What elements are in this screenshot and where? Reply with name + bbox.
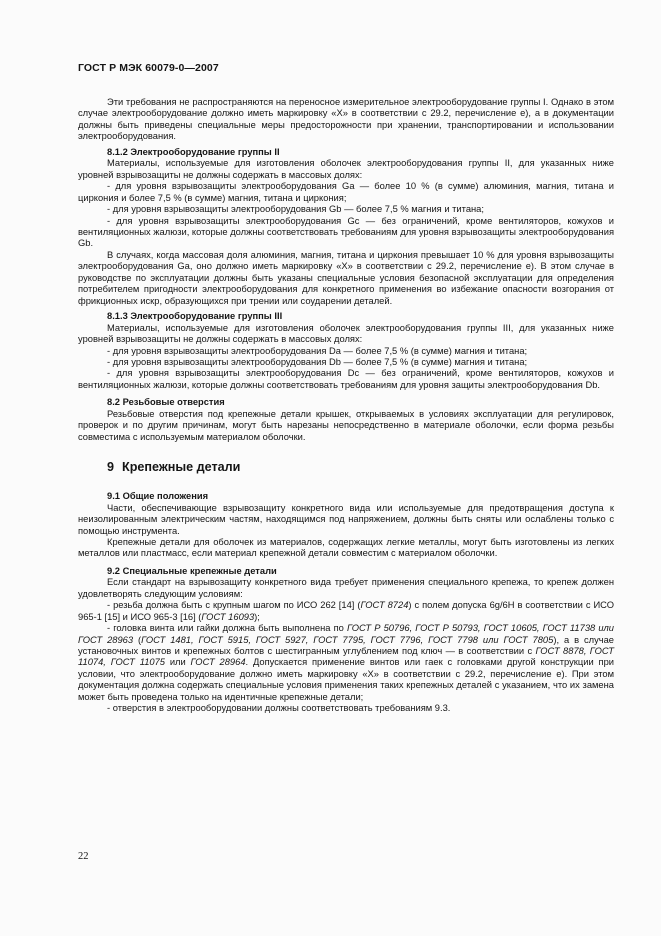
text-run: ) с полем допуска 6g/6H в соответствии с ИСО 965-1 [15] и ИСО 965-3 [16] ( [78, 600, 614, 622]
document-body [78, 97, 614, 715]
list-item: - для уровня взрывозащиты электрооборудования Gb — более 7,5 % магния и титана; [107, 204, 484, 215]
standard-reference: ГОСТ 28964 [190, 657, 246, 668]
paragraph: Эти требования не распространяются на переносное измерительное электрооборудование группы I. Однако в этом случае электрооборудование должно иметь маркировку «X» в соответствии с 29.2, перечисление е), а в документации должны быть приведены специальные меры предосторожности при хранении, транспортировании и использовании электрооборудования. [78, 97, 614, 142]
section-heading: 8.2 Резьбовые отверстия [107, 397, 225, 408]
text-run: ); [254, 611, 260, 622]
document-header: ГОСТ Р МЭК 60079-0—2007 [78, 62, 219, 74]
list-item [78, 623, 614, 703]
list-item: - для уровня взрывозащиты электрооборудования Da — более 7,5 % (в сумме) магния и титана; [107, 345, 528, 356]
text-run: или [165, 657, 191, 668]
paragraph: Крепежные детали для оболочек из материалов, содержащих легкие металлы, могут быть изготовлены из легких металлов или пластмасс, если материал крепежной детали совместим с материалом оболочки. [78, 536, 614, 559]
section-heading: 9.2 Специальные крепежные детали [107, 565, 277, 576]
section-heading: 8.1.3 Электрооборудование группы III [107, 311, 283, 322]
paragraph: Материалы, используемые для изготовления оболочек электрооборудования группы II, для указанных ниже уровней взрывозащиты не должны содержать в массовых долях: [78, 158, 614, 180]
list-item: - для уровня взрывозащиты электрооборудования Gc — без ограничений, кроме вентиляторов, кожухов и вентиляционных жалюзи, которые должны соответствовать требованиям для уровня взрывозащиты электрооборудования Gb. [78, 215, 614, 249]
paragraph: Материалы, используемые для изготовления оболочек электрооборудования группы III, для указанных ниже уровней взрывозащиты не должны содержать в массовых долях: [78, 322, 614, 345]
list-item: - отверстия в электрооборудовании должны соответствовать требованиям 9.3. [107, 703, 451, 714]
section-heading: 9.1 Общие положения [107, 491, 209, 502]
list-item [78, 600, 614, 623]
paragraph: В случаях, когда массовая доля алюминия, магния, титана и циркония превышает 10 % для уровня взрывозащиты электрооборудования Ga, оно должно иметь маркировку «X» в соответствии с 29.2, перечисление е). В этом случае в руководстве по эксплуатации должны быть указаны специальные условия безопасной эксплуатации для определения потребителем пригодности электрооборудования для конкретного применения во избежание опасности возгорания от фрикционных искр, образующихся при трении или соударении деталей. [78, 249, 614, 306]
list-item: - для уровня взрывозащиты электрооборудования Db — более 7,5 % (в сумме) магния и титана; [107, 356, 528, 367]
paragraph: Резьбовые отверстия под крепежные детали крышек, открываемых в условиях эксплуатации для регулировок, проверок и по другим причинам, могут быть нарезаны непосредственно в материале оболочки, если форма резьбы совместима с используемым материалом оболочки. [78, 408, 614, 442]
paragraph: Если стандарт на взрывозащиту конкретного вида требует применения специального крепежа, то крепеж должен удовлетворять следующим условиям: [78, 577, 614, 599]
standard-reference: ГОСТ Р 50796, ГОСТ Р 50793, ГОСТ 10605, ГОСТ 11738 или ГОСТ 28963 [78, 623, 614, 645]
standard-reference: ГОСТ 8878, ГОСТ 11074, ГОСТ 11075 [78, 646, 614, 668]
section-heading: 8.1.2 Электрооборудование группы II [107, 146, 280, 157]
text-run: ), а в случае установочных винтов и крепежных болтов с шестигранным углублением под ключ — в соответствии с [78, 634, 615, 657]
text-run: ( [133, 634, 142, 645]
text-run: - резьба должна быть с крупным шагом по ИСО 262 [14] ( [107, 600, 361, 611]
chapter-number: 9 [107, 460, 115, 475]
paragraph: Части, обеспечивающие взрывозащиту конкретного вида или используемые для предотвращения доступа к неизолированным электрическим частям, находящимся под напряжением, должны быть сняты или ослаблены только с помощью инструмента. [78, 502, 614, 536]
text-run: . Допускается применение винтов или гаек с головками другой конструкции при условии, что электрооборудование должно иметь маркировку «X» в соответствии с 29.2, перечисление е). При этом документация должна содержать специальные условия применения таких крепежных деталей с указанием, что их замена может быть проведена только на идентичные крепежные детали; [78, 657, 614, 702]
chapter-title: Крепежные детали [122, 460, 241, 475]
standard-reference: ГОСТ 1481, ГОСТ 5915, ГОСТ 5927, ГОСТ 7795, ГОСТ 7796, ГОСТ 7798 или ГОСТ 7805 [141, 634, 554, 645]
text-run: - головка винта или гайки должна быть выполнена по [107, 623, 347, 634]
standard-reference: ГОСТ 16093 [201, 611, 255, 622]
list-item: - для уровня взрывозащиты электрооборудования Dc — без ограничений, кроме вентиляторов, кожухов и вентиляционных жалюзи, которые должны соответствовать требованиям для уровня защиты электрооборудования Db. [78, 368, 614, 390]
chapter-heading [78, 459, 614, 475]
page-number: 22 [78, 851, 89, 862]
standard-reference: ГОСТ 8724 [360, 600, 409, 611]
list-item: - для уровня взрывозащиты электрооборудования Ga — более 10 % (в сумме) алюминия, магния, титана и циркония и более 7,5 % (в сумме) магния, титана и циркония; [78, 181, 614, 203]
